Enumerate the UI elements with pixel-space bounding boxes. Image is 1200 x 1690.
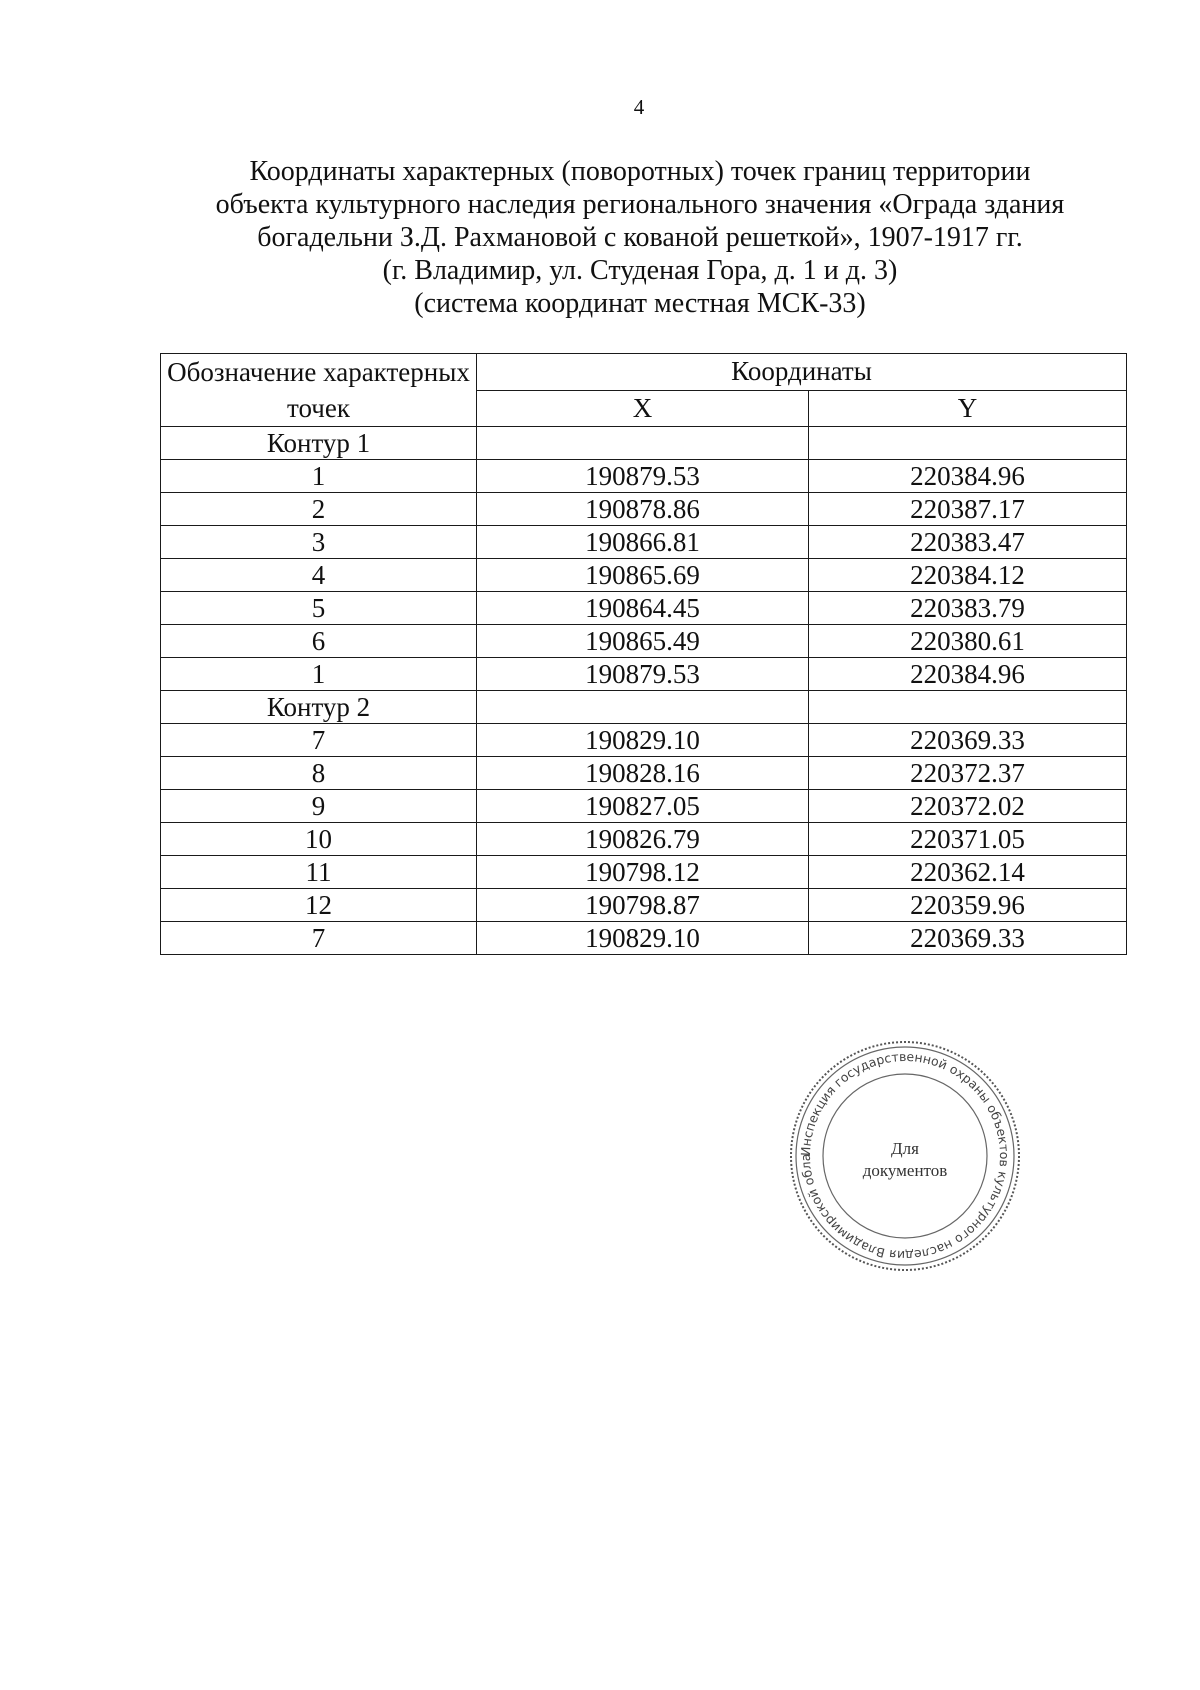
- x-coordinate-cell: 190829.10: [477, 724, 809, 757]
- table-row: [161, 625, 1127, 658]
- table-row: [161, 460, 1127, 493]
- table-row: [161, 592, 1127, 625]
- point-number-cell: 4: [161, 559, 477, 592]
- coordinates-table-body: [161, 427, 1127, 955]
- contour-row: [161, 427, 1127, 460]
- y-header: Y: [809, 390, 1127, 427]
- title-line: (система координат местная МСК-33): [414, 288, 866, 319]
- point-number-cell: 1: [161, 658, 477, 691]
- point-number-cell: 8: [161, 757, 477, 790]
- title-line: богадельни З.Д. Рахмановой с кованой решеткой», 1907-1917 гг.: [257, 222, 1023, 253]
- contour-row: [161, 691, 1127, 724]
- coordinates-table: [160, 353, 1127, 955]
- round-stamp: [785, 1036, 1025, 1276]
- empty-cell: [477, 691, 809, 724]
- table-row: [161, 724, 1127, 757]
- x-header: X: [477, 390, 809, 427]
- title-line: объекта культурного наследия регионального значения «Ограда здания: [215, 189, 1065, 220]
- y-coordinate-cell: 220384.96: [809, 658, 1127, 691]
- designation-header: Обозначение характерных точек: [161, 354, 477, 427]
- stamp-center-line: документов: [862, 1161, 948, 1180]
- table-row: [161, 889, 1127, 922]
- y-coordinate-cell: 220384.12: [809, 559, 1127, 592]
- point-number-cell: 2: [161, 493, 477, 526]
- x-coordinate-cell: 190879.53: [477, 658, 809, 691]
- y-coordinate-cell: 220380.61: [809, 625, 1127, 658]
- stamp-graphic: [785, 1036, 1025, 1276]
- coordinates-header: Координаты: [477, 354, 1127, 391]
- y-coordinate-cell: 220369.33: [809, 922, 1127, 955]
- point-number-cell: 7: [161, 922, 477, 955]
- y-coordinate-cell: 220384.96: [809, 460, 1127, 493]
- page-number: 4: [633, 95, 645, 119]
- point-number-cell: 7: [161, 724, 477, 757]
- table-row: [161, 526, 1127, 559]
- y-coordinate-cell: 220372.37: [809, 757, 1127, 790]
- x-coordinate-cell: 190865.69: [477, 559, 809, 592]
- point-number-cell: 10: [161, 823, 477, 856]
- point-number-cell: 6: [161, 625, 477, 658]
- empty-cell: [809, 427, 1127, 460]
- y-coordinate-cell: 220383.79: [809, 592, 1127, 625]
- document-title: [160, 155, 1120, 320]
- x-coordinate-cell: 190878.86: [477, 493, 809, 526]
- point-number-cell: 1: [161, 460, 477, 493]
- x-coordinate-cell: 190798.87: [477, 889, 809, 922]
- y-coordinate-cell: 220372.02: [809, 790, 1127, 823]
- title-line: (г. Владимир, ул. Студеная Гора, д. 1 и д. 3): [382, 255, 898, 286]
- x-coordinate-cell: 190827.05: [477, 790, 809, 823]
- stamp-ring-text: Инспекция государственной охраны объектов культурного наследия Владимирской обла: [797, 1048, 1013, 1264]
- x-coordinate-cell: 190866.81: [477, 526, 809, 559]
- table-row: [161, 493, 1127, 526]
- table-row: [161, 823, 1127, 856]
- y-coordinate-cell: 220383.47: [809, 526, 1127, 559]
- table-row: [161, 922, 1127, 955]
- contour-label: Контур 2: [161, 691, 477, 724]
- x-coordinate-cell: 190864.45: [477, 592, 809, 625]
- x-coordinate-cell: 190826.79: [477, 823, 809, 856]
- y-coordinate-cell: 220387.17: [809, 493, 1127, 526]
- point-number-cell: 11: [161, 856, 477, 889]
- table-row: [161, 856, 1127, 889]
- point-number-cell: 5: [161, 592, 477, 625]
- x-coordinate-cell: 190865.49: [477, 625, 809, 658]
- table-row: [161, 790, 1127, 823]
- table-row: [161, 757, 1127, 790]
- y-coordinate-cell: 220362.14: [809, 856, 1127, 889]
- contour-label: Контур 1: [161, 427, 477, 460]
- title-line: Координаты характерных (поворотных) точек границ территории: [249, 156, 1031, 187]
- x-coordinate-cell: 190879.53: [477, 460, 809, 493]
- empty-cell: [477, 427, 809, 460]
- x-coordinate-cell: 190829.10: [477, 922, 809, 955]
- point-number-cell: 9: [161, 790, 477, 823]
- point-number-cell: 12: [161, 889, 477, 922]
- x-coordinate-cell: 190828.16: [477, 757, 809, 790]
- empty-cell: [809, 691, 1127, 724]
- y-coordinate-cell: 220369.33: [809, 724, 1127, 757]
- point-number-cell: 3: [161, 526, 477, 559]
- x-coordinate-cell: 190798.12: [477, 856, 809, 889]
- y-coordinate-cell: 220371.05: [809, 823, 1127, 856]
- table-row: [161, 559, 1127, 592]
- table-row: [161, 658, 1127, 691]
- y-coordinate-cell: 220359.96: [809, 889, 1127, 922]
- stamp-center-line: Для: [891, 1139, 919, 1158]
- table-header-row: [161, 354, 1127, 391]
